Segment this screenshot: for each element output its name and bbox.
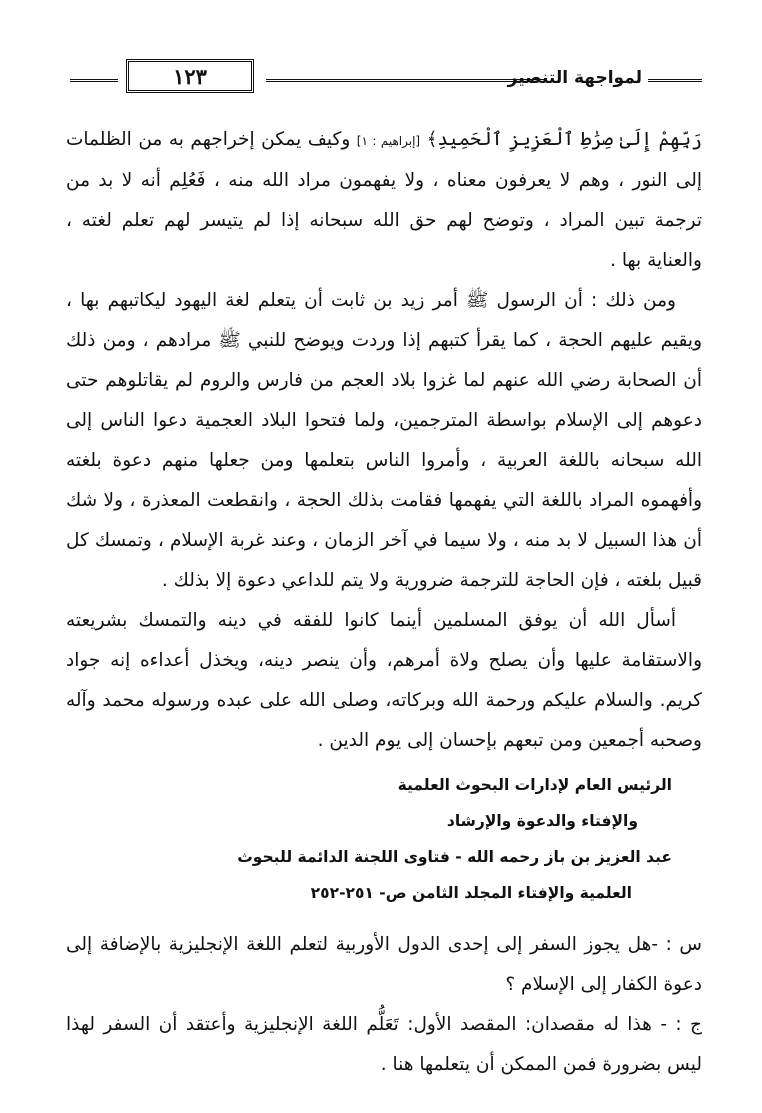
paragraph-1: رَبِّهِمْ إِلَىٰ صِرَٰطِ ٱلْعَزِيزِ ٱلْحَمِيدِ﴾ [إبراهيم : ١] وكيف يمكن إخراجهم به من الظلمات إلى النور ، وهم لا يعرفون معناه ، ولا يفهمون مراد الله منه ، فَعُلِم أنه لا بد من ترجمة تبين المراد ، وتوضح لهم حق الله سبحانه إذا لم يتيسر لهم تعلم لغته ، والعناية بها . bbox=[66, 129, 702, 271]
header-rule-middle bbox=[266, 79, 544, 82]
page-header bbox=[70, 58, 702, 98]
answer-text: ج : - هذا له مقصدان: المقصد الأول: تَعَلُّم اللغة الإنجليزية وأعتقد أن السفر لهذا ليس بضرورة فمن الممكن أن يتعلمها هنا . bbox=[66, 1014, 702, 1075]
running-title: لمواجهة التنصير bbox=[507, 68, 642, 88]
page-number: ١٢٣ bbox=[126, 59, 254, 93]
paragraph-3: أسأل الله أن يوفق المسلمين أينما كانوا للفقه في دينه والتمسك بشريعته والاستقامة عليها وأن يصلح ولاة أمرهم، وأن ينصر دينه، ويخذل أعداءه إنه جواد كريم. والسلام عليكم ورحمة الله وبركاته، وصلى الله على عبده ورسوله محمد وآله وصحبه أجمعين ومن تبعهم بإحسان إلى يوم الدين . bbox=[66, 610, 702, 751]
question-text: س : -هل يجوز السفر إلى إحدى الدول الأوربية لتعلم اللغة الإنجليزية بالإضافة إلى دعوة الكفار إلى الإسلام ؟ bbox=[66, 934, 702, 995]
signature-title: الرئيس العام لإدارات البحوث العلمية bbox=[397, 776, 672, 794]
quran-verse: رَبِّهِمْ إِلَىٰ صِرَٰطِ ٱلْعَزِيزِ ٱلْحَمِيدِ bbox=[437, 129, 702, 150]
signature-author: عبد العزيز بن باز رحمه الله - فتاوى اللجنة الدائمة للبحوث bbox=[237, 848, 672, 866]
verse-citation: [إبراهيم : ١] bbox=[356, 134, 421, 148]
paragraph-2: ومن ذلك : أن الرسول ﷺ أمر زيد بن ثابت أن يتعلم لغة اليهود ليكاتبهم بها ، ويقيم عليهم الحجة ، كما يقرأ كتبهم إذا وردت ويوضح للنبي ﷺ مرادهم ، ومن ذلك أن الصحابة رضي الله عنهم لما غزوا بلاد العجم من فارس والروم لم يقاتلوهم حتى دعوهم إلى الإسلام بواسطة المترجمين، ولما فتحوا البلاد العجمية دعوا الناس إلى الله سبحانه باللغة العربية ، وأمروا الناس بتعلمها ومن جعلها منهم دعوة بلغته وأفهموه المراد باللغة التي يفهمها فقامت بذلك الحجة ، وانقطعت المعذرة ، ولا شك أن هذا السبيل لا بد منه ، ولا سيما في آخر الزمان ، وعند غربة الإسلام ، وتمسك كل قبيل بلغته ، فإن الحاجة للترجمة ضرورية ولا يتم للداعي دعوة إلا بذلك . bbox=[66, 290, 702, 591]
header-rule-left bbox=[70, 79, 118, 82]
paragraph-1-text: وكيف يمكن إخراجهم به من الظلمات إلى النور ، وهم لا يعرفون معناه ، ولا يفهمون مراد الله منه ، فَعُلِم أنه لا بد من ترجمة تبين المراد ، وتوضح لهم حق الله سبحانه إذا لم يتيسر لهم تعلم لغته ، والعناية بها . bbox=[66, 129, 702, 271]
signature-block bbox=[66, 767, 672, 911]
header-rule-right bbox=[648, 79, 702, 82]
question-answer bbox=[66, 925, 702, 1085]
signature-source: العلمية والإفتاء المجلد الثامن ص- ٢٥١-٢٥٢ bbox=[310, 884, 632, 902]
signature-title-cont: والإفتاء والدعوة والإرشاد bbox=[446, 812, 638, 830]
page-body bbox=[66, 120, 702, 1085]
